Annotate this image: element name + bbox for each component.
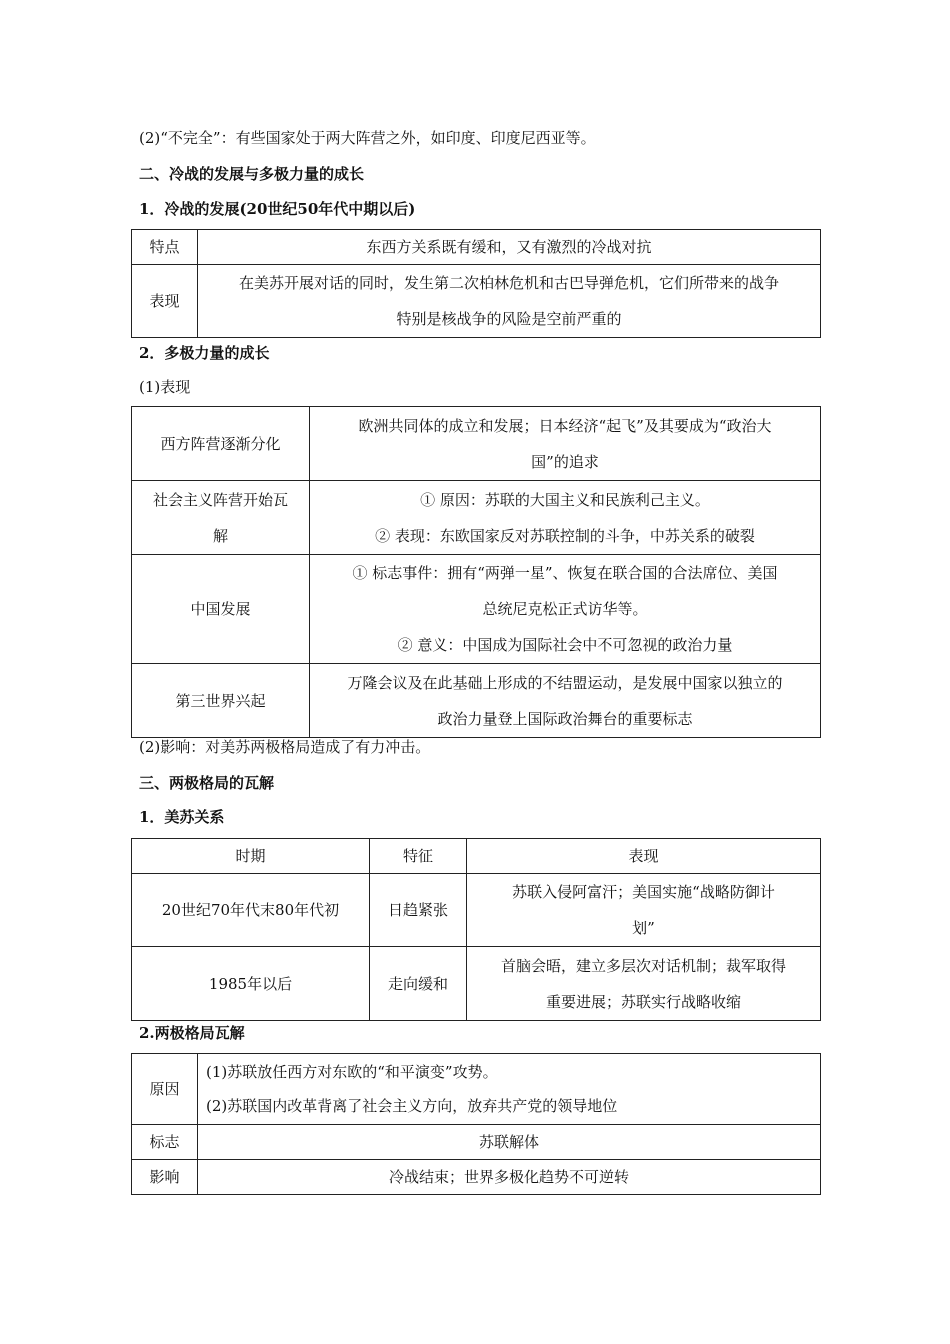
table-row (132, 1125, 821, 1160)
cell-line: ② 表现：东欧国家反对苏联控制的斗争，中苏关系的破裂 (375, 526, 755, 545)
cell-line: ② 意义：中国成为国际社会中不可忽视的政治力量 (397, 636, 733, 654)
cell-line: 特别是核战争的风险是空前严重的 (396, 310, 622, 328)
table-cell-content (198, 230, 821, 265)
section2-sub2: 2．多极力量的成长 (139, 344, 270, 362)
table-multipolar-forces (131, 406, 821, 738)
table-row (132, 555, 821, 664)
cell-line: 总统尼克松正式访华等。 (482, 600, 648, 618)
section3-sub2: 2.两极格局瓦解 (139, 1024, 245, 1042)
cell-line: 重要进展；苏联实行战略收缩 (545, 992, 741, 1011)
table-cell-content (198, 1160, 821, 1195)
feature-cell: 走向缓和 (370, 947, 467, 1021)
intro-line: (2)“不完全”：有些国家处于两大阵营之外，如印度、印度尼西亚等。 (139, 129, 596, 147)
cell-line: 东西方关系既有缓和，又有激烈的冷战对抗 (366, 238, 652, 256)
table-cell-label: 原因 (132, 1054, 198, 1125)
table-cell-label (132, 481, 310, 555)
table-row (132, 1160, 821, 1195)
cell-line: 苏联解体 (478, 1133, 539, 1151)
table-row (132, 230, 821, 265)
table-row (132, 407, 821, 481)
table-row (132, 1054, 821, 1125)
table-cell-content (310, 664, 821, 738)
section2-heading: 二、冷战的发展与多极力量的成长 (139, 165, 365, 183)
cell-line: 万隆会议及在此基础上形成的不结盟运动，是发展中国家以独立的 (347, 673, 783, 692)
table-cell-label: 影响 (132, 1160, 198, 1195)
cell-line: 欧洲共同体的成立和发展；日本经济“起飞”及其要成为“政治大 (358, 416, 772, 435)
table-cold-war-development (131, 229, 821, 338)
column-header: 特征 (370, 839, 467, 874)
table-row (132, 874, 821, 947)
cell-line: 社会主义阵营开始瓦 (152, 490, 288, 509)
cell-line: 首脑会晤，建立多层次对话机制；裁军取得 (500, 956, 786, 975)
cell-line: 在美苏开展对话的同时，发生第二次柏林危机和古巴导弹危机，它们所带来的战争 (238, 274, 779, 292)
cell-line: 西方阵营逐渐分化 (160, 434, 281, 453)
table-cell-content (198, 265, 821, 338)
section2-sub1: 1．冷战的发展(20世纪50年代中期以后) (139, 200, 416, 218)
table-cell-label (132, 407, 310, 481)
table-cell-label (132, 555, 310, 664)
section3-heading: 三、两极格局的瓦解 (139, 774, 275, 792)
table-cell-content (310, 481, 821, 555)
feature-cell: 日趋紧张 (370, 874, 467, 947)
detail-cell (467, 874, 821, 947)
cell-line: ① 标志事件：拥有“两弹一星”、恢复在联合国的合法席位、美国 (352, 564, 778, 582)
table-bipolar-collapse (131, 1053, 821, 1195)
cell-line: 苏联入侵阿富汗；美国实施“战略防御计 (512, 883, 775, 901)
table-cell-content (198, 1054, 821, 1125)
cell-line: 国”的追求 (531, 452, 599, 471)
detail-cell (467, 947, 821, 1021)
column-header: 表现 (467, 839, 821, 874)
table-cell-content (310, 555, 821, 664)
table-us-soviet-relations (131, 838, 821, 1021)
column-header: 时期 (132, 839, 370, 874)
cell-line: 第三世界兴起 (175, 691, 266, 710)
section2-sub2a: (1)表现 (139, 378, 191, 396)
period-cell: 20世纪70年代末80年代初 (132, 874, 370, 947)
period-cell: 1985年以后 (132, 947, 370, 1021)
section2-sub2b: (2)影响：对美苏两极格局造成了有力冲击。 (139, 738, 431, 756)
table-cell-label: 标志 (132, 1125, 198, 1160)
cell-line: 冷战结束；世界多极化趋势不可逆转 (388, 1168, 629, 1186)
table-cell-content (310, 407, 821, 481)
cell-line: (2)苏联国内改革背离了社会主义方向，放弃共产党的领导地位 (206, 1097, 618, 1115)
cell-line: 划” (632, 919, 655, 937)
cell-line: 中国发展 (190, 600, 251, 618)
table-cell-label: 特点 (132, 230, 198, 265)
table-row (132, 664, 821, 738)
table-cell-content (198, 1125, 821, 1160)
cell-line: 解 (212, 526, 228, 545)
table-header-row (132, 839, 821, 874)
cell-line: ① 原因：苏联的大国主义和民族利己主义。 (420, 490, 710, 509)
section3-sub1: 1．美苏关系 (139, 808, 225, 826)
table-cell-label: 表现 (132, 265, 198, 338)
table-row (132, 265, 821, 338)
table-row (132, 947, 821, 1021)
cell-line: (1)苏联放任西方对东欧的“和平演变”攻势。 (206, 1063, 498, 1081)
cell-line: 政治力量登上国际政治舞台的重要标志 (437, 709, 693, 728)
table-cell-label (132, 664, 310, 738)
table-row (132, 481, 821, 555)
